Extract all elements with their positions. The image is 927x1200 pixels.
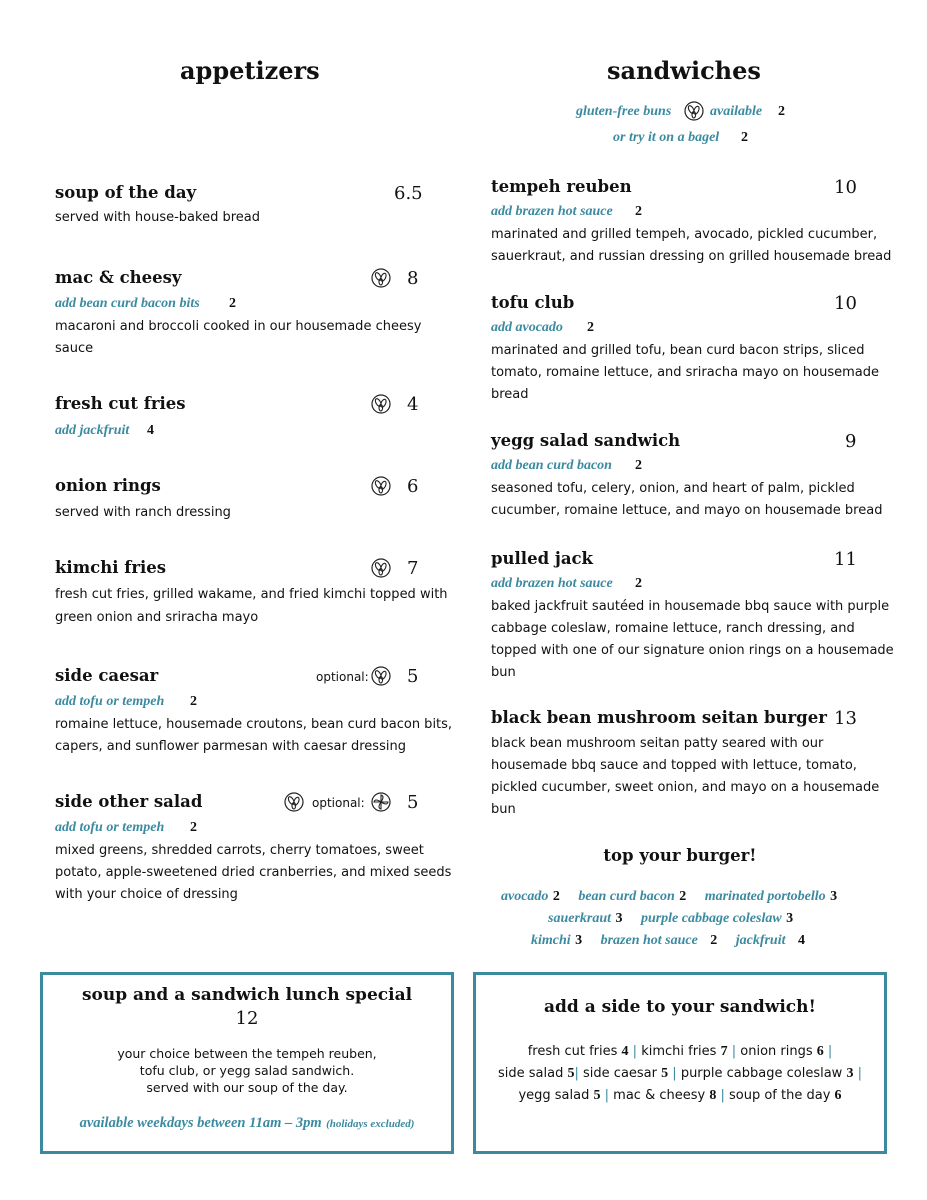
item-price: 6 — [407, 476, 419, 497]
item-name: soup of the day — [55, 183, 197, 202]
separator: | — [574, 1066, 579, 1081]
item-price: 13 — [834, 708, 857, 729]
item-price: 5 — [407, 666, 419, 687]
lunch-special-line: tofu club, or yegg salad sandwich. — [139, 1063, 355, 1078]
sides-row-3 — [476, 1088, 884, 1104]
bagel-label: or try it on a bagel — [613, 130, 720, 145]
leaf-circle-icon — [284, 792, 304, 812]
leaf-circle-icon — [371, 394, 391, 414]
item-description: bun — [491, 665, 516, 680]
side-price: 5 — [661, 1066, 669, 1081]
side-price: 3 — [846, 1066, 854, 1081]
leaf-circle-icon — [371, 558, 391, 578]
appetizers-title: appetizers — [180, 56, 320, 85]
side-price: 8 — [709, 1088, 717, 1103]
item-name: kimchi fries — [55, 558, 167, 577]
side-price: 5 — [567, 1066, 575, 1081]
leaf-circle-icon — [684, 101, 704, 121]
item-description: cabbage coleslaw, romaine lettuce, ranch dressing, and — [491, 621, 855, 636]
add-side-title: add a side to your sandwich! — [544, 997, 816, 1017]
topping-name: brazen hot sauce — [600, 933, 698, 948]
topping-name: bean curd bacon — [578, 889, 675, 904]
item-name: side other salad — [55, 792, 203, 811]
item-name: fresh cut fries — [55, 394, 186, 413]
item-addon-price: 2 — [635, 204, 642, 219]
topping-name: jackfruit — [735, 933, 786, 948]
item-description: green onion and sriracha mayo — [55, 610, 259, 625]
side-price: 6 — [834, 1088, 842, 1103]
add-side-box — [473, 972, 887, 1154]
item-name: yegg salad sandwich — [491, 431, 681, 450]
separator: | — [857, 1066, 862, 1081]
gluten-free-label: gluten-free buns — [576, 104, 672, 119]
item-description: marinated and grilled tofu, bean curd bacon strips, sliced — [491, 343, 865, 358]
item-addon: add tofu or tempeh — [55, 820, 165, 835]
side-name: kimchi fries — [641, 1044, 717, 1059]
item-price: 6.5 — [394, 183, 423, 204]
leaf-circle-icon — [371, 666, 391, 686]
item-description: with your choice of dressing — [55, 887, 238, 902]
item-name: pulled jack — [491, 549, 593, 568]
item-description: sauce — [55, 341, 94, 356]
item-description: bun — [491, 802, 516, 817]
side-name: soup of the day — [729, 1088, 831, 1103]
lunch-special-desc — [43, 1045, 451, 1096]
gluten-free-available: available — [710, 104, 763, 119]
lunch-special-box — [40, 972, 454, 1154]
side-name: fresh cut fries — [527, 1044, 618, 1059]
item-addon-price: 2 — [635, 576, 642, 591]
topping-price: 3 — [830, 889, 838, 904]
topping-name: sauerkraut — [548, 911, 612, 926]
item-addon: add brazen hot sauce — [491, 204, 613, 219]
item-addon-price: 2 — [190, 694, 197, 709]
availability-note: (holidays excluded) — [326, 1118, 415, 1130]
lunch-special-line: served with our soup of the day. — [146, 1080, 348, 1095]
item-description: potato, apple-sweetened dried cranberries, and mixed seeds — [55, 865, 452, 880]
item-description: capers, and sunflower parmesan with caesar dressing — [55, 739, 406, 754]
item-addon-price: 2 — [190, 820, 197, 835]
lunch-special-title: soup and a sandwich lunch special — [81, 985, 413, 1005]
side-price: 5 — [593, 1088, 601, 1103]
item-description: marinated and grilled tempeh, avocado, pickled cucumber, — [491, 227, 878, 242]
topping-name: kimchi — [531, 933, 571, 948]
item-addon: add brazen hot sauce — [491, 576, 613, 591]
topping-price: 3 — [615, 911, 623, 926]
top-your-burger-title: top your burger! — [603, 846, 757, 865]
item-price: 5 — [407, 792, 419, 813]
sides-row-2 — [476, 1066, 884, 1082]
item-price: 8 — [407, 268, 419, 289]
toppings-row-3 — [531, 931, 805, 949]
item-price: 10 — [834, 293, 857, 314]
item-description: served with house-baked bread — [55, 210, 260, 225]
topping-price: 2 — [710, 933, 718, 948]
topping-price: 3 — [786, 911, 794, 926]
topping-price: 4 — [797, 933, 805, 948]
item-description: baked jackfruit sautéed in housemade bbq sauce with purple — [491, 599, 890, 614]
bagel-price: 2 — [741, 130, 748, 145]
item-price: 11 — [834, 549, 857, 570]
item-description: tomato, romaine lettuce, and sriracha mayo on housemade — [491, 365, 880, 380]
item-price: 4 — [407, 394, 419, 415]
side-name: side caesar — [583, 1066, 657, 1081]
side-name: onion rings — [740, 1044, 813, 1059]
topping-name: purple cabbage coleslaw — [640, 911, 782, 926]
item-description: cucumber, romaine lettuce, and mayo on housemade bread — [491, 503, 883, 518]
item-description: sauerkraut, and russian dressing on grilled housemade bread — [491, 249, 892, 264]
topping-name: marinated portobello — [704, 889, 826, 904]
item-description: seasoned tofu, celery, onion, and heart of palm, pickled — [491, 481, 855, 496]
item-description: mixed greens, shredded carrots, cherry tomatoes, sweet — [55, 843, 424, 858]
item-addon-price: 2 — [587, 320, 594, 335]
item-addon: add tofu or tempeh — [55, 694, 165, 709]
optional-label: optional: — [316, 670, 369, 684]
item-description: romaine lettuce, housemade croutons, bean curd bacon bits, — [55, 717, 453, 732]
separator: | — [720, 1088, 725, 1103]
separator: | — [604, 1088, 610, 1103]
leaf-circle-icon — [371, 476, 391, 496]
separator: | — [827, 1044, 833, 1059]
topping-price: 2 — [679, 889, 687, 904]
side-name: purple cabbage coleslaw — [680, 1066, 843, 1081]
item-name: tofu club — [491, 293, 575, 312]
separator: | — [632, 1044, 638, 1059]
topping-price: 2 — [552, 889, 560, 904]
lunch-special-availability — [43, 1114, 451, 1132]
leaf-circle-icon — [371, 268, 391, 288]
toppings-row-2 — [548, 909, 793, 927]
sides-row-1 — [476, 1044, 884, 1060]
item-addon-price: 2 — [635, 458, 642, 473]
item-name: side caesar — [55, 666, 159, 685]
item-name: mac & cheesy — [55, 268, 182, 287]
item-addon: add bean curd bacon — [491, 458, 612, 473]
item-description: black bean mushroom seitan patty seared with our — [491, 736, 824, 751]
item-description: macaroni and broccoli cooked in our housemade cheesy — [55, 319, 422, 334]
topping-name: avocado — [501, 889, 549, 904]
item-name: onion rings — [55, 476, 161, 495]
item-name: tempeh reuben — [491, 177, 632, 196]
item-addon-price: 2 — [229, 296, 236, 311]
availability-text: available weekdays between 11am – 3pm — [79, 1115, 322, 1131]
item-description: served with ranch dressing — [55, 505, 231, 520]
side-price: 4 — [621, 1044, 629, 1059]
lunch-special-price: 12 — [235, 1008, 259, 1029]
side-name: side salad — [498, 1066, 564, 1081]
item-addon: add bean curd bacon bits — [55, 296, 200, 311]
item-price: 7 — [407, 558, 419, 579]
item-name: black bean mushroom seitan burger — [491, 708, 827, 727]
separator: | — [672, 1066, 677, 1081]
side-name: yegg salad — [518, 1088, 590, 1103]
topping-price: 3 — [575, 933, 583, 948]
side-price: 6 — [816, 1044, 824, 1059]
separator: | — [731, 1044, 737, 1059]
lunch-special-line: your choice between the tempeh reuben, — [117, 1046, 377, 1061]
side-price: 7 — [720, 1044, 728, 1059]
toppings-row-1 — [501, 887, 837, 905]
item-description: bread — [491, 387, 529, 402]
item-addon: add avocado — [491, 320, 563, 335]
item-description: fresh cut fries, grilled wakame, and fried kimchi topped with — [55, 587, 448, 602]
gluten-free-price: 2 — [778, 104, 785, 119]
item-price: 9 — [845, 431, 857, 452]
item-addon: add jackfruit — [55, 423, 130, 438]
item-description: housemade bbq sauce and topped with lettuce, tomato, — [491, 758, 857, 773]
item-price: 10 — [834, 177, 857, 198]
item-addon-price: 4 — [147, 423, 154, 438]
pinwheel-icon — [371, 792, 391, 812]
item-description: topped with one of our signature onion rings on a housemade — [491, 643, 894, 658]
side-name: mac & cheesy — [613, 1088, 706, 1103]
item-description: pickled cucumber, sweet onion, and mayo on a housemade — [491, 780, 880, 795]
optional-label: optional: — [312, 796, 365, 810]
sandwiches-title: sandwiches — [607, 56, 761, 85]
